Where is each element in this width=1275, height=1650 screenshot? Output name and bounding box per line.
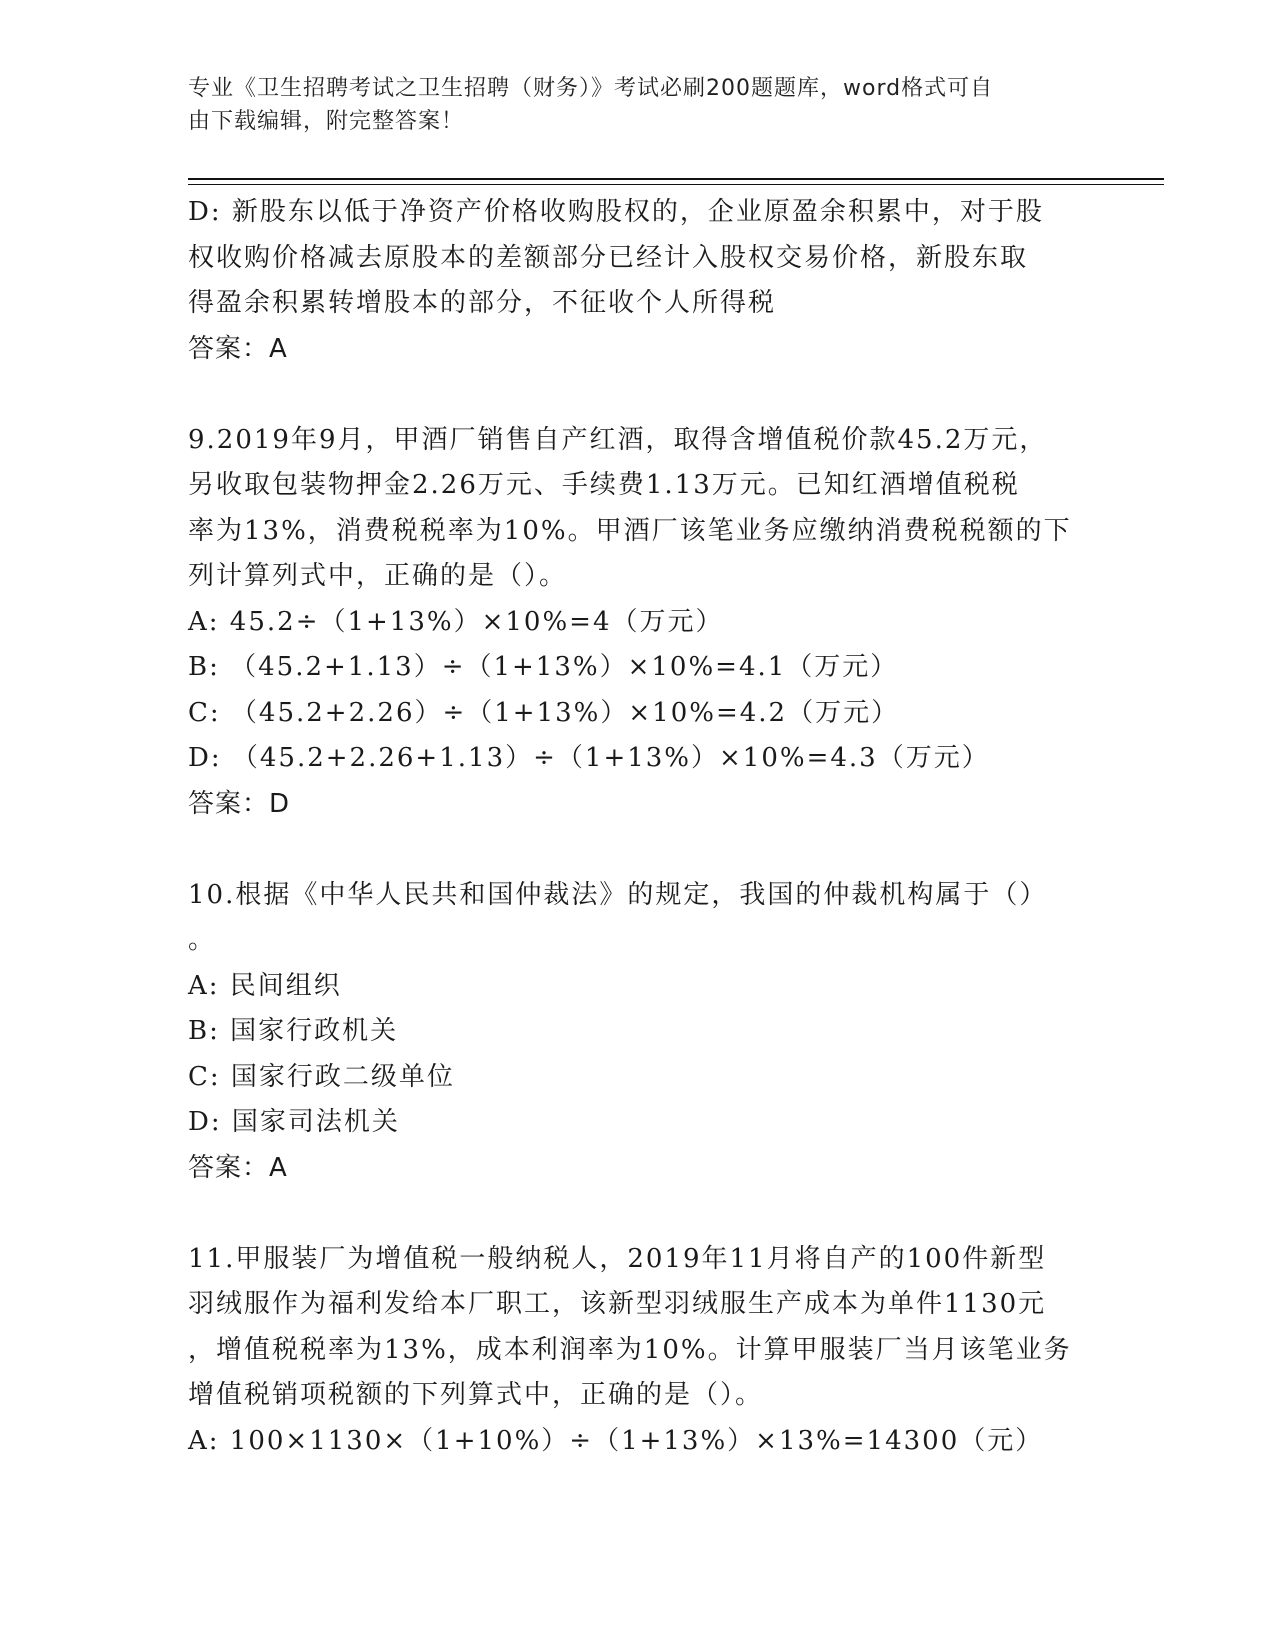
question-stem-line: 增值税销项税额的下列算式中，正确的是（）。 bbox=[188, 1380, 764, 1410]
header-line-2: 由下载编辑，附完整答案！ bbox=[188, 109, 465, 134]
answer-line: 答案：A bbox=[188, 333, 288, 364]
question-9 bbox=[188, 418, 1088, 828]
spacer bbox=[188, 827, 1088, 873]
answer-line: 答案：D bbox=[188, 788, 291, 819]
option-c: C: （45.2+2.26）÷（1+13%）×10%=4.2（万元） bbox=[188, 697, 900, 728]
option-a: A: 45.2÷（1+13%）×10%=4（万元） bbox=[188, 606, 724, 637]
option-d: D: 国家司法机关 bbox=[188, 1107, 400, 1137]
option-d-line: D: 新股东以低于净资产价格收购股权的，企业原盈余积累中，对于股 bbox=[188, 197, 1044, 227]
question-stem-line: 。 bbox=[188, 925, 217, 955]
question-stem-line: 10.根据《中华人民共和国仲裁法》的规定，我国的仲裁机构属于（） bbox=[188, 879, 1048, 910]
question-stem-line: 列计算列式中，正确的是（）。 bbox=[188, 561, 568, 591]
option-d-line: 权收购价格减去原股本的差额部分已经计入股权交易价格，新股东取 bbox=[188, 242, 1029, 273]
option-a: A: 民间组织 bbox=[188, 970, 342, 1001]
page-header bbox=[188, 72, 1088, 138]
spacer bbox=[188, 372, 1088, 418]
answer-line: 答案：A bbox=[188, 1152, 288, 1183]
spacer bbox=[188, 1191, 1088, 1237]
option-b: B: 国家行政机关 bbox=[188, 1016, 399, 1046]
question-stem-line: 另收取包装物押金2.26万元、手续费1.13万元。已知红酒增值税税 bbox=[188, 470, 1020, 500]
question-stem-line: ，增值税税率为13%，成本利润率为10%。计算甲服装厂当月该笔业务 bbox=[188, 1334, 1072, 1365]
option-d-line: 得盈余积累转增股本的部分，不征收个人所得税 bbox=[188, 288, 777, 318]
option-b: B: （45.2+1.13）÷（1+13%）×10%=4.1（万元） bbox=[188, 652, 899, 682]
question-8-tail bbox=[188, 190, 1088, 372]
document-body bbox=[188, 190, 1088, 1464]
question-stem-line: 9.2019年9月，甲酒厂销售自产红酒，取得含增值税价款45.2万元， bbox=[188, 424, 1048, 455]
question-stem-line: 11.甲服装厂为增值税一般纳税人，2019年11月将自产的100件新型 bbox=[188, 1243, 1047, 1274]
option-a: A: 100×1130×（1+10%）÷（1+13%）×13%=14300（元） bbox=[188, 1425, 1044, 1456]
option-c: C: 国家行政二级单位 bbox=[188, 1061, 455, 1092]
question-stem-line: 羽绒服作为福利发给本厂职工，该新型羽绒服生产成本为单件1130元 bbox=[188, 1289, 1047, 1319]
question-stem-line: 率为13%，消费税税率为10%。甲酒厂该笔业务应缴纳消费税税额的下 bbox=[188, 515, 1072, 546]
question-10 bbox=[188, 873, 1088, 1192]
header-divider-thin bbox=[188, 184, 1164, 185]
header-divider-thick bbox=[188, 178, 1164, 180]
question-11 bbox=[188, 1237, 1088, 1465]
header-line-1: 专业《卫生招聘考试之卫生招聘（财务）》考试必刷200题题库，word格式可自 bbox=[188, 76, 994, 101]
option-d: D: （45.2+2.26+1.13）÷（1+13%）×10%=4.3（万元） bbox=[188, 743, 990, 773]
